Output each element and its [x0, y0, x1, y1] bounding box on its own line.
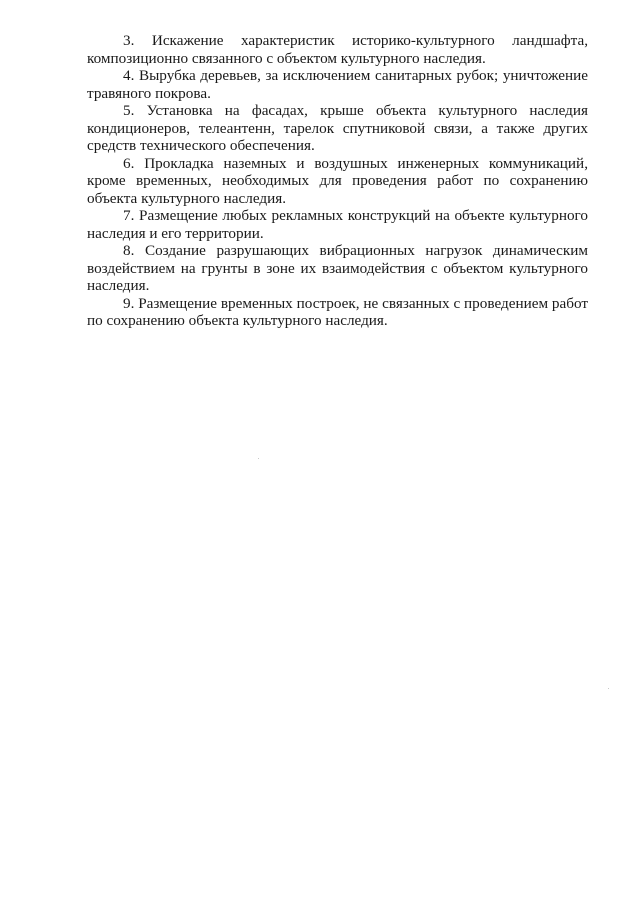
list-item-6: 6. Прокладка наземных и воздушных инженерных коммуникаций, кроме временных, необходимых для проведения работ по сохранению объекта культурного наследия. [87, 154, 588, 207]
scan-speck [258, 458, 259, 459]
list-item-9: 9. Размещение временных построек, не связанных с проведением работ по сохранению объекта культурного наследия. [87, 294, 588, 329]
scan-speck [608, 688, 609, 689]
list-item-5: 5. Установка на фасадах, крыше объекта культурного наследия кондиционеров, телеантенн, тарелок спутниковой связи, а также других средств технического обеспечения. [87, 102, 588, 154]
list-item-7: 7. Размещение любых рекламных конструкций на объекте культурного наследия и его территории. [87, 207, 588, 242]
list-item-4: 4. Вырубка деревьев, за исключением санитарных рубок; уничтожение травяного покрова. [87, 67, 588, 102]
list-item-3: 3. Искажение характеристик историко-культурного ландшафта, композиционно связанного с объектом культурного наследия. [87, 32, 588, 67]
list-item-8: 8. Создание разрушающих вибрационных нагрузок динамическим воздействием на грунты в зоне их взаимодействия с объектом культурного наследия. [87, 242, 588, 294]
restrictions-list [87, 32, 588, 330]
